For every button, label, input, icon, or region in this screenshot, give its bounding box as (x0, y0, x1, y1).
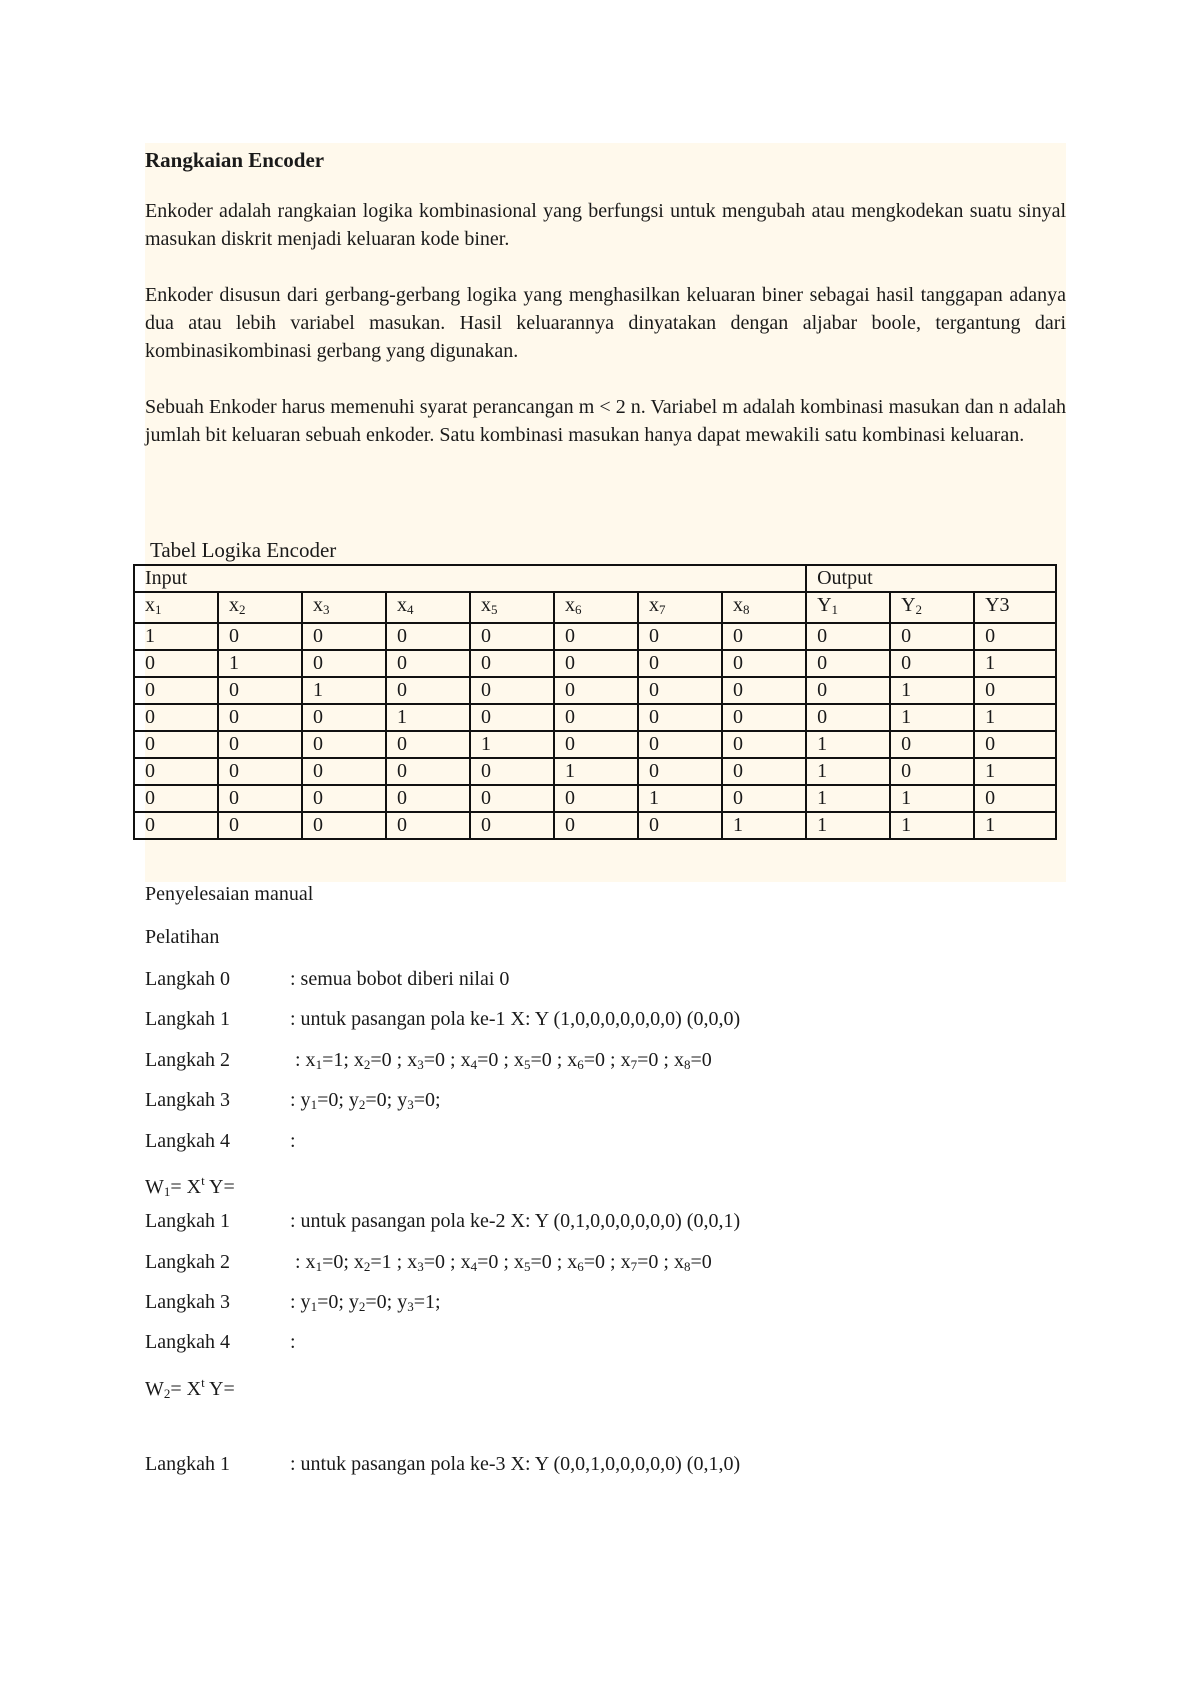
table-row (134, 623, 1056, 650)
table-cell: 0 (218, 677, 302, 704)
step-subscript: 4 (470, 1259, 478, 1274)
step-text: =0; y (317, 1089, 359, 1111)
step-subscript: 4 (470, 1057, 478, 1072)
document-title: Rangkaian Encoder (145, 148, 325, 172)
column-header (890, 592, 974, 623)
table-cell: 0 (554, 812, 638, 839)
table-cell: 0 (890, 731, 974, 758)
step-text: =0; (413, 1089, 441, 1111)
table-cell: 1 (806, 731, 890, 758)
table-cell: 0 (470, 623, 554, 650)
table-cell: 0 (554, 731, 638, 758)
step-text: : y (290, 1089, 311, 1111)
table-cell: 0 (722, 677, 806, 704)
step-line (145, 1450, 740, 1478)
column-header (218, 592, 302, 623)
table-cell: 0 (218, 812, 302, 839)
table-cell: 0 (302, 812, 386, 839)
table-cell: 0 (470, 758, 554, 785)
table-cell: 0 (134, 731, 218, 758)
step-subscript: 3 (407, 1299, 414, 1314)
step-text: Y= (204, 1378, 235, 1400)
column-header-base: Y (901, 594, 916, 616)
table-row (134, 677, 1056, 704)
step-line (145, 1248, 712, 1276)
table-cell: 0 (722, 731, 806, 758)
step-subscript: 2 (363, 1259, 371, 1274)
step-text: W (145, 1378, 164, 1400)
step-line (145, 1005, 740, 1033)
step-line (145, 1086, 441, 1114)
column-header-base: x (733, 594, 743, 616)
column-header (638, 592, 722, 623)
table-cell: 0 (386, 623, 470, 650)
step-subscript: 5 (523, 1057, 531, 1072)
column-header-base: x (313, 594, 323, 616)
column-header-subscript: 5 (491, 602, 498, 617)
table-cell: 0 (470, 812, 554, 839)
table-cell: 0 (134, 704, 218, 731)
step-subscript: 8 (683, 1259, 691, 1274)
column-header-base: x (649, 594, 659, 616)
table-cell: 0 (722, 650, 806, 677)
table-cell: 1 (302, 677, 386, 704)
column-header (974, 592, 1056, 623)
table-cell: 0 (638, 677, 722, 704)
table-cell: 1 (974, 758, 1056, 785)
output-group-header: Output (806, 565, 1056, 592)
table-cell: 0 (890, 623, 974, 650)
table-cell: 0 (554, 650, 638, 677)
table-row (134, 731, 1056, 758)
step-text: W (145, 1176, 164, 1198)
table-cell: 0 (302, 704, 386, 731)
step-text: =0 ; x (637, 1251, 684, 1273)
table-cell: 0 (638, 650, 722, 677)
table-cell: 0 (302, 785, 386, 812)
table-cell: 0 (722, 758, 806, 785)
column-header (554, 592, 638, 623)
step-label: Langkah 3 (145, 1089, 230, 1111)
step-text: Y= (204, 1176, 235, 1198)
step-subscript: 2 (163, 1386, 171, 1401)
table-row (134, 785, 1056, 812)
table-cell: 0 (554, 623, 638, 650)
step-text: =0; x (322, 1251, 364, 1273)
table-column-header-row (134, 592, 1056, 623)
column-header-base: x (229, 594, 239, 616)
step-label: Langkah 4 (145, 1130, 230, 1152)
column-header-base: Y3 (985, 594, 1010, 616)
step-text: =0; y (365, 1089, 408, 1111)
step-label: Langkah 0 (145, 968, 230, 990)
table-cell: 0 (134, 650, 218, 677)
step-subscript: 3 (407, 1097, 414, 1112)
table-cell: 0 (638, 731, 722, 758)
column-header-base: x (397, 594, 407, 616)
step-label: Langkah 4 (145, 1331, 230, 1353)
table-cell: 0 (638, 704, 722, 731)
table-cell: 1 (218, 650, 302, 677)
table-cell: 0 (470, 704, 554, 731)
step-subscript: 2 (358, 1299, 366, 1314)
table-cell: 0 (134, 677, 218, 704)
step-text: : (290, 1331, 296, 1353)
step-text: : (290, 1130, 296, 1152)
step-text: =1; (413, 1291, 441, 1313)
table-cell: 0 (554, 785, 638, 812)
table-cell: 1 (722, 812, 806, 839)
table-cell: 0 (974, 731, 1056, 758)
table-cell: 0 (218, 758, 302, 785)
column-header (722, 592, 806, 623)
step-superscript: t (201, 1173, 205, 1188)
table-cell: 0 (302, 731, 386, 758)
step-text: : untuk pasangan pola ke-3 X: Y (0,0,1,0,0,0,0,0) (0,1,0) (290, 1453, 741, 1475)
step-text: =0 ; x (637, 1049, 684, 1071)
step-subscript: 6 (577, 1259, 584, 1274)
table-cell: 0 (218, 704, 302, 731)
table-cell: 0 (554, 704, 638, 731)
table-cell: 0 (974, 785, 1056, 812)
table-cell: 0 (386, 785, 470, 812)
table-cell: 1 (890, 677, 974, 704)
column-header-subscript: 1 (831, 602, 839, 617)
table-cell: 0 (218, 785, 302, 812)
step-subscript: 5 (523, 1259, 531, 1274)
table-cell: 1 (890, 704, 974, 731)
step-subscript: 8 (683, 1057, 691, 1072)
table-cell: 1 (974, 650, 1056, 677)
step-text: =0 ; x (423, 1251, 471, 1273)
table-row (134, 704, 1056, 731)
column-header-subscript: 4 (407, 602, 414, 617)
table-cell: 1 (890, 785, 974, 812)
table-group-header-row (134, 565, 1056, 592)
step-subscript: 1 (310, 1097, 318, 1112)
column-header-base: x (481, 594, 491, 616)
step-line (145, 965, 509, 993)
table-cell: 0 (134, 812, 218, 839)
step-text: =0 (690, 1049, 712, 1071)
encoder-logic-table (133, 564, 1057, 840)
step-subscript: 1 (315, 1057, 323, 1072)
column-header (806, 592, 890, 623)
table-cell: 0 (806, 677, 890, 704)
table-cell: 0 (638, 758, 722, 785)
table-cell: 1 (806, 785, 890, 812)
step-text: =0 ; x (477, 1049, 524, 1071)
column-header-subscript: 6 (575, 602, 582, 617)
table-cell: 0 (218, 731, 302, 758)
table-cell: 0 (386, 650, 470, 677)
step-line (145, 1288, 441, 1316)
step-subscript: 3 (417, 1057, 424, 1072)
table-cell: 0 (806, 704, 890, 731)
step-text: : x (290, 1049, 316, 1071)
table-cell: 0 (554, 677, 638, 704)
column-header (134, 592, 218, 623)
table-cell: 0 (722, 704, 806, 731)
paragraph-composition: Enkoder disusun dari gerbang-gerbang logika yang menghasilkan keluaran biner sebagai hasil tanggapan adanya dua atau lebih variabel masukan. Hasil keluarannya dinyatakan dengan aljabar boole, tergantung dari kombinasikombinasi gerbang yang digunakan. (145, 284, 1066, 362)
table-cell: 0 (218, 623, 302, 650)
table-cell: 0 (974, 623, 1056, 650)
table-cell: 0 (806, 650, 890, 677)
column-header (302, 592, 386, 623)
paragraph-definition: Enkoder adalah rangkaian logika kombinasional yang berfungsi untuk mengubah atau mengkodekan suatu sinyal masukan diskrit menjadi keluaran kode biner. (145, 200, 1066, 250)
step-label: Langkah 2 (145, 1049, 230, 1071)
step-text: =0 ; x (370, 1049, 418, 1071)
step-line (145, 1127, 296, 1155)
document-body (145, 143, 1066, 836)
training-subheading: Pelatihan (145, 926, 220, 948)
table-cell: 1 (806, 812, 890, 839)
step-text: =0 ; x (583, 1049, 631, 1071)
step-subscript: 3 (417, 1259, 424, 1274)
table-cell: 0 (722, 623, 806, 650)
table-cell: 0 (302, 623, 386, 650)
step-text: =0 ; x (477, 1251, 524, 1273)
table-cell: 0 (890, 650, 974, 677)
table-cell: 1 (638, 785, 722, 812)
paragraph-requirement: Sebuah Enkoder harus memenuhi syarat perancangan m < 2 n. Variabel m adalah kombinasi masukan dan n adalah jumlah bit keluaran sebuah enkoder. Satu kombinasi masukan hanya dapat mewakili satu kombinasi keluaran. (145, 396, 1066, 446)
table-cell: 0 (386, 731, 470, 758)
step-line (145, 1369, 235, 1401)
table-cell: 0 (974, 677, 1056, 704)
step-label: Langkah 1 (145, 1210, 230, 1232)
table-cell: 1 (806, 758, 890, 785)
step-subscript: 1 (163, 1184, 171, 1199)
table-cell: 0 (722, 785, 806, 812)
step-text: = X (170, 1176, 202, 1198)
step-text: : x (290, 1251, 316, 1273)
column-header-base: x (565, 594, 575, 616)
column-header (386, 592, 470, 623)
step-label: Langkah 1 (145, 1008, 230, 1030)
table-cell: 0 (386, 812, 470, 839)
table-row (134, 812, 1056, 839)
table-cell: 1 (974, 704, 1056, 731)
step-text: : y (290, 1291, 311, 1313)
table-cell: 0 (470, 677, 554, 704)
column-header-subscript: 2 (915, 602, 923, 617)
step-subscript: 6 (577, 1057, 584, 1072)
step-text: =1; x (322, 1049, 364, 1071)
step-subscript: 7 (630, 1057, 638, 1072)
step-line (145, 1167, 235, 1199)
column-header-subscript: 2 (239, 602, 246, 617)
table-cell: 0 (470, 650, 554, 677)
table-caption: Tabel Logika Encoder (150, 538, 337, 562)
table-cell: 0 (890, 758, 974, 785)
step-text: =0 ; x (423, 1049, 471, 1071)
table-cell: 1 (386, 704, 470, 731)
step-subscript: 2 (358, 1097, 366, 1112)
column-header-subscript: 8 (743, 602, 750, 617)
column-header-base: Y (817, 594, 832, 616)
step-label: Langkah 1 (145, 1453, 230, 1475)
table-cell: 1 (470, 731, 554, 758)
table-cell: 0 (134, 758, 218, 785)
step-text: = X (170, 1378, 202, 1400)
table-cell: 0 (302, 650, 386, 677)
column-header-subscript: 7 (659, 602, 666, 617)
step-text: =1 ; x (370, 1251, 418, 1273)
step-text: =0 ; x (530, 1049, 578, 1071)
step-label: Langkah 2 (145, 1251, 230, 1273)
step-text: : untuk pasangan pola ke-2 X: Y (0,1,0,0,0,0,0,0) (0,0,1) (290, 1210, 741, 1232)
step-text: : semua bobot diberi nilai 0 (290, 968, 510, 990)
table-cell: 1 (134, 623, 218, 650)
step-line (145, 1046, 712, 1074)
step-text: =0 ; x (530, 1251, 578, 1273)
table-cell: 1 (890, 812, 974, 839)
table-cell: 0 (806, 623, 890, 650)
manual-heading: Penyelesaian manual (145, 883, 314, 905)
step-subscript: 2 (363, 1057, 371, 1072)
step-subscript: 1 (315, 1259, 323, 1274)
step-text: =0 (690, 1251, 712, 1273)
table-cell: 0 (386, 758, 470, 785)
step-line (145, 1328, 296, 1356)
table-cell: 0 (470, 785, 554, 812)
step-label: Langkah 3 (145, 1291, 230, 1313)
column-header-subscript: 3 (323, 602, 330, 617)
table-cell: 0 (638, 623, 722, 650)
table-cell: 0 (638, 812, 722, 839)
step-subscript: 1 (310, 1299, 318, 1314)
step-superscript: t (201, 1375, 205, 1390)
step-text: =0 ; x (583, 1251, 631, 1273)
step-text: =0; y (365, 1291, 408, 1313)
column-header (470, 592, 554, 623)
column-header-base: x (145, 594, 155, 616)
input-group-header: Input (134, 565, 806, 592)
table-cell: 0 (302, 758, 386, 785)
table-cell: 0 (134, 785, 218, 812)
table-row (134, 758, 1056, 785)
step-text: : untuk pasangan pola ke-1 X: Y (1,0,0,0,0,0,0,0) (0,0,0) (290, 1008, 741, 1030)
table-cell: 1 (554, 758, 638, 785)
column-header-subscript: 1 (155, 602, 162, 617)
table-cell: 0 (386, 677, 470, 704)
table-row (134, 650, 1056, 677)
table-cell: 1 (974, 812, 1056, 839)
step-text: =0; y (317, 1291, 359, 1313)
step-subscript: 7 (630, 1259, 638, 1274)
step-line (145, 1207, 740, 1235)
